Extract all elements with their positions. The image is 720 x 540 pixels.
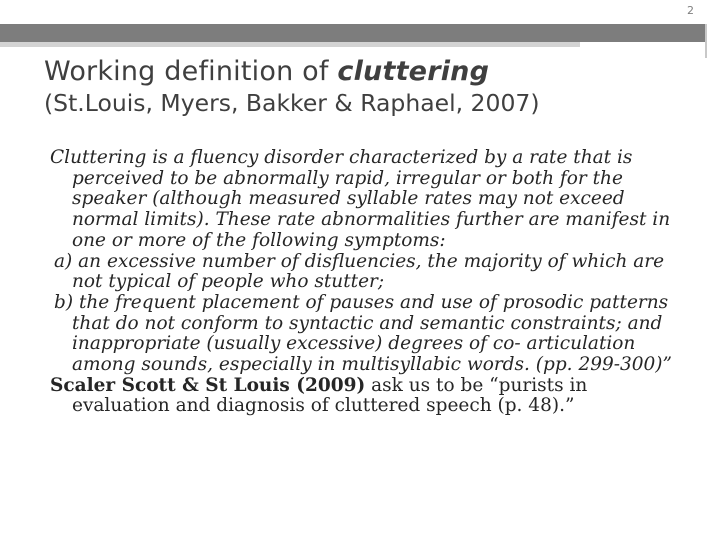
title-emphasis: cluttering xyxy=(337,56,490,87)
closing-citation: Scaler Scott & St Louis (2009) xyxy=(50,374,366,396)
symptom-a: a) an excessive number of disfluencies, the majority of which are not typical of people who stutter; xyxy=(54,250,665,293)
title-citation: (St.Louis, Myers, Bakker & Raphael, 2007) xyxy=(44,88,540,117)
slide-title xyxy=(44,56,704,118)
header-bar-accent xyxy=(0,42,580,47)
definition-paragraph: Cluttering is a fluency disorder characterized by a rate that is perceived to be abnormally rapid, irregular or both for the speaker (although measured syllable rates may not exceed normal limits). These rate abnormalities further are manifest in one or more of the following symptoms: xyxy=(50,147,671,251)
closing-text: ask us to be “purists in evaluation and diagnosis of cluttered speech (p. 48).” xyxy=(72,374,588,417)
slide-body xyxy=(50,148,690,417)
header-bar xyxy=(0,24,705,42)
slide-number: 2 xyxy=(687,4,694,17)
title-line xyxy=(44,56,704,89)
closing-paragraph xyxy=(50,376,690,417)
title-prefix: Working definition of xyxy=(44,56,338,87)
header-bar-edge xyxy=(705,24,707,58)
symptom-b: b) the frequent placement of pauses and use of prosodic patterns that do not conform to syntactic and semantic constraints; and inappropriate (usually excessive) degrees of co- articulation among sounds, especially in multisyllabic words. (pp. 299-300)” xyxy=(54,291,672,376)
